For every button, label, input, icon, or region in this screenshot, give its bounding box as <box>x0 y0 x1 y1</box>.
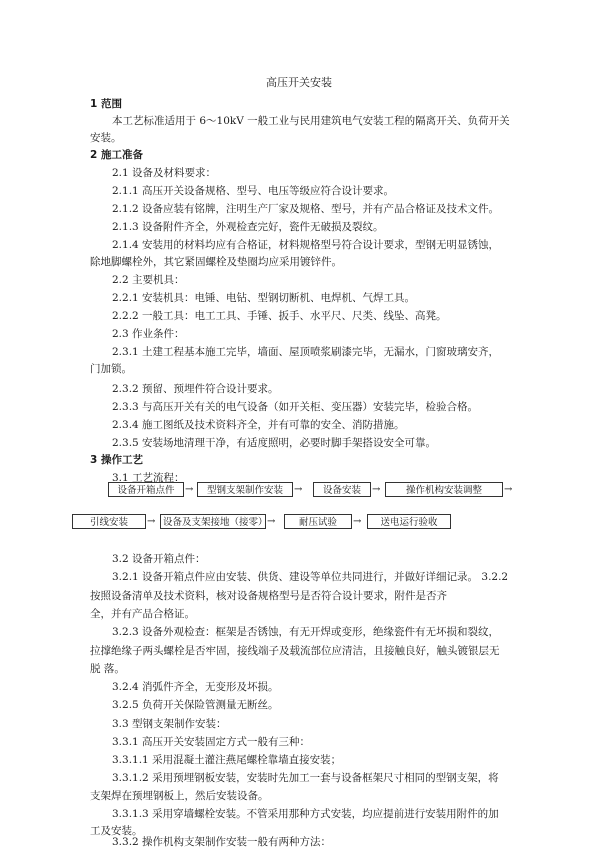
para-3-2-3-cont: 拉撑绝缘子两头螺栓是否牢固，接线端子及载流部位应清洁，且接触良好，触头镀银层无 <box>90 645 500 657</box>
para-3-3-1-1: 3.3.1.1 采用混凝土灌注燕尾螺栓靠墙直接安装； <box>112 754 342 766</box>
para-3-2-1: 3.2.1 设备开箱点件应由安装、供货、建设等单位共同进行，并做好详细记录。 3.2.2 <box>112 571 509 583</box>
para-2-1-3: 2.1.3 设备附件齐全，外观检查完好，瓷件无破损及裂纹。 <box>112 221 384 233</box>
flow-arrow-icon: → <box>504 484 513 495</box>
para-3-2-3-end: 脱 落。 <box>90 663 125 675</box>
flow-step-mechanism: 操作机构安装调整 <box>385 482 503 497</box>
para-3-2-2: 按照设备清单及技术资料，核对设备规格型号是否符合设计要求，附件是否齐 <box>90 590 447 602</box>
flow-step-commissioning: 送电运行验收 <box>367 514 451 529</box>
para-2-3-2: 2.3.2 预留、预埋件符合设计要求。 <box>112 383 279 395</box>
para-3-3-1-2-cont: 支架焊在预埋钢板上，然后安装设备。 <box>90 790 269 802</box>
para-3-2-2-cont: 全，并有产品合格证。 <box>90 608 195 620</box>
flow-step-withstand-test: 耐压试验 <box>284 514 352 529</box>
para-3-1: 3.1 工艺流程： <box>112 472 185 484</box>
para-3-2-5: 3.2.5 负荷开关保险管测量无断丝。 <box>112 699 279 711</box>
flow-arrow-icon: → <box>267 516 276 527</box>
para-2-3-3: 2.3.3 与高压开关有关的电气设备（如开关柜、变压器）安装完毕，检验合格。 <box>112 401 479 413</box>
para-3-3-1: 3.3.1 高压开关安装固定方式一般有三种： <box>112 736 311 748</box>
para-3-2-4: 3.2.4 消弧件齐全，无变形及坏损。 <box>112 681 279 693</box>
section-2-heading: 2 施工准备 <box>90 149 143 161</box>
section-1-text-cont: 安装。 <box>90 132 122 144</box>
para-2-1-4-cont: 除地脚螺栓外，其它紧固螺栓及垫圈均应采用镀锌件。 <box>90 256 342 268</box>
para-3-3: 3.3 型钢支架制作安装： <box>112 718 227 730</box>
para-3-2-3: 3.2.3 设备外观检查：框架是否锈蚀，有无开焊或变形，绝缘瓷件有无坏损和裂纹， <box>112 626 500 638</box>
flow-arrow-icon: → <box>353 516 362 527</box>
para-3-3-1-3-cont: 工及安装。 <box>90 825 143 837</box>
section-3-heading: 3 操作工艺 <box>90 454 143 466</box>
para-2-1-2: 2.1.2 设备应装有铭牌，注明生产厂家及规格、型号，并有产品合格证及技术文件。 <box>112 203 500 215</box>
para-2-3: 2.3 作业条件： <box>112 328 185 340</box>
para-2-3-5: 2.3.5 安装场地清理干净，有适度照明，必要时脚手架搭设安全可靠。 <box>112 437 437 449</box>
flow-step-install: 设备安装 <box>313 482 371 497</box>
para-2-1: 2.1 设备及材料要求： <box>112 167 217 179</box>
flow-step-grounding: 设备及支架接地（接零） <box>160 514 266 529</box>
section-1-heading: 1 范围 <box>90 98 122 110</box>
flow-arrow-icon: → <box>147 516 156 527</box>
para-2-1-1: 2.1.1 高压开关设备规格、型号、电压等级应符合设计要求。 <box>112 185 395 197</box>
flow-step-bracket: 型钢支架制作安装 <box>197 482 293 497</box>
page-title: 高压开关安装 <box>266 76 332 89</box>
section-1-text: 本工艺标准适用于 6～10kV 一般工业与民用建筑电气安装工程的隔离开关、负荷开关 <box>112 115 510 127</box>
para-2-1-4: 2.1.4 安装用的材料均应有合格证，材料规格型号符合设计要求，型钢无明显锈蚀， <box>112 239 500 251</box>
para-2-2-2: 2.2.2 一般工具：电工工具、手锤、扳手、水平尺、尺类、线坠、高凳。 <box>112 310 447 322</box>
flow-arrow-icon: → <box>185 484 194 495</box>
flow-step-leads: 引线安装 <box>72 514 146 529</box>
para-2-3-1: 2.3.1 土建工程基本施工完毕，墙面、屋顶喷浆刷漆完毕，无漏水，门窗玻璃安齐， <box>112 346 500 358</box>
flow-arrow-icon: → <box>372 484 381 495</box>
para-2-2-1: 2.2.1 安装机具：电锤、电钻、型钢切断机、电焊机、气焊工具。 <box>112 292 416 304</box>
para-2-3-4: 2.3.4 施工图纸及技术资料齐全，并有可靠的安全、消防措施。 <box>112 419 405 431</box>
flow-arrow-icon: → <box>294 484 303 495</box>
para-2-2: 2.2 主要机具： <box>112 274 185 286</box>
para-3-3-1-3: 3.3.1.3 采用穿墙螺栓安装。不管采用那种方式安装，均应提前进行安装用附件的加 <box>112 808 499 820</box>
flow-step-unpack: 设备开箱点件 <box>108 482 184 497</box>
para-2-3-1-cont: 门加锁。 <box>90 363 132 375</box>
para-3-3-1-2: 3.3.1.2 采用预埋钢板安装，安装时先加工一套与设备框架尺寸相同的型钢支架，将 <box>112 772 499 784</box>
para-3-2: 3.2 设备开箱点件： <box>112 553 206 565</box>
para-3-3-2: 3.3.2 操作机构支架制作安装一般有两种方法： <box>112 836 332 848</box>
